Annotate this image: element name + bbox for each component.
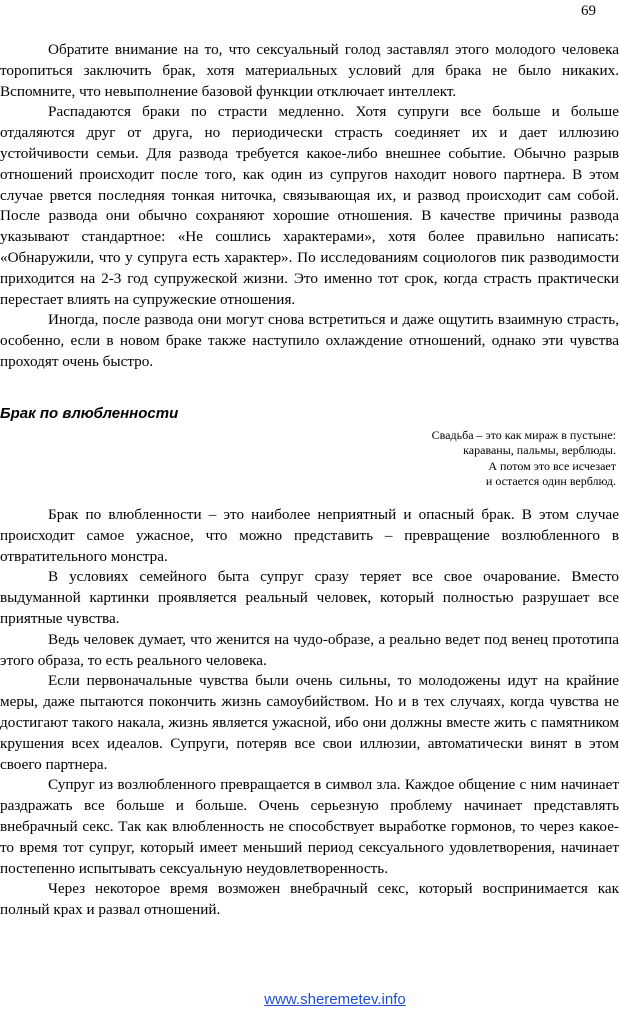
epigraph-line: Свадьба – это как мираж в пустыне: bbox=[431, 428, 616, 442]
section-heading: Брак по влюбленности bbox=[0, 405, 179, 422]
paragraph: Ведь человек думает, что женится на чудо-образе, а реально ведет под венец прототипа этого образа, то есть реального человека. bbox=[0, 630, 619, 669]
footer-website-link[interactable]: www.sheremetev.info bbox=[264, 991, 406, 1008]
paragraph: Иногда, после развода они могут снова встретиться и даже ощутить взаимную страсть, особенно, если в новом браке также наступило охлаждение отношений, однако эти чувства проходят очень быстро. bbox=[0, 311, 619, 370]
body-text bbox=[0, 505, 619, 921]
epigraph-line: и остается один верблюд. bbox=[485, 473, 616, 488]
paragraph: Обратите внимание на то, что сексуальный голод заставлял этого молодого человека торопиться заключить брак, хотя материальных условий для брака не было никаких. Вспомните, что невыполнение базовой функции отключает интеллект. bbox=[0, 41, 619, 100]
epigraph bbox=[432, 428, 616, 489]
page-number: 69 bbox=[581, 3, 596, 19]
paragraph: Супруг из возлюбленного превращается в символ зла. Каждое общение с ним начинает раздражать все больше и больше. Очень серьезную проблему начинает представлять внебрачный секс. Так как влюбленность не способствует выработке гормонов, то через какое-то время тот супруг, который имеет меньший период сексуального удовлетворения, начинает постепенно испытывать сексуальную неудовлетворенность. bbox=[0, 776, 619, 877]
paragraph: Если первоначальные чувства были очень сильны, то молодожены идут на крайние меры, даже пытаются покончить жизнь самоубийством. Но и в тех случаях, когда чувства не достигают такого накала, жизнь является ужасной, ибо они должны вместе жить с памятником крушения всех идеалов. Супруги, потеряв все свои иллюзии, автоматически винят в этом своего партнера. bbox=[0, 672, 619, 773]
paragraph: Распадаются браки по страсти медленно. Хотя супруги все больше и больше отдаляются друг от друга, но периодически страсть соединяет их и дает иллюзию устойчивости семьи. Для развода требуется какое-либо внешнее событие. Обычно разрыв отношений происходит после того, как один из супругов находит нового партнера. В этом случае рвется последняя тонкая ниточка, связывающая их, и развод происходит сам собой. После развода они обычно сохраняют хорошие отношения. В качестве причины развода указывают стандартное: «Не сошлись характерами», хотя более правильно написать: «Обнаружили, что у супруга есть характер». По исследованиям социологов пик разводимости приходится на 2-3 год супружеской жизни. Это именно тот срок, когда страсть практически перестает влиять на супружеские отношения. bbox=[0, 103, 619, 308]
intro-text bbox=[0, 40, 619, 373]
epigraph-line: А потом это все исчезает bbox=[488, 458, 616, 473]
epigraph-line: караваны, пальмы, верблюды. bbox=[463, 443, 616, 458]
paragraph: Брак по влюбленности – это наиболее неприятный и опасный брак. В этом случае происходит самое ужасное, что можно представить – превращение возлюбленного в отвратительного монстра. bbox=[0, 506, 619, 565]
paragraph: Через некоторое время возможен внебрачный секс, который воспринимается как полный крах и развал отношений. bbox=[0, 880, 619, 919]
paragraph: В условиях семейного быта супруг сразу теряет все свое очарование. Вместо выдуманной картинки проявляется реальный человек, который полностью разрушает все приятные чувства. bbox=[0, 568, 619, 627]
